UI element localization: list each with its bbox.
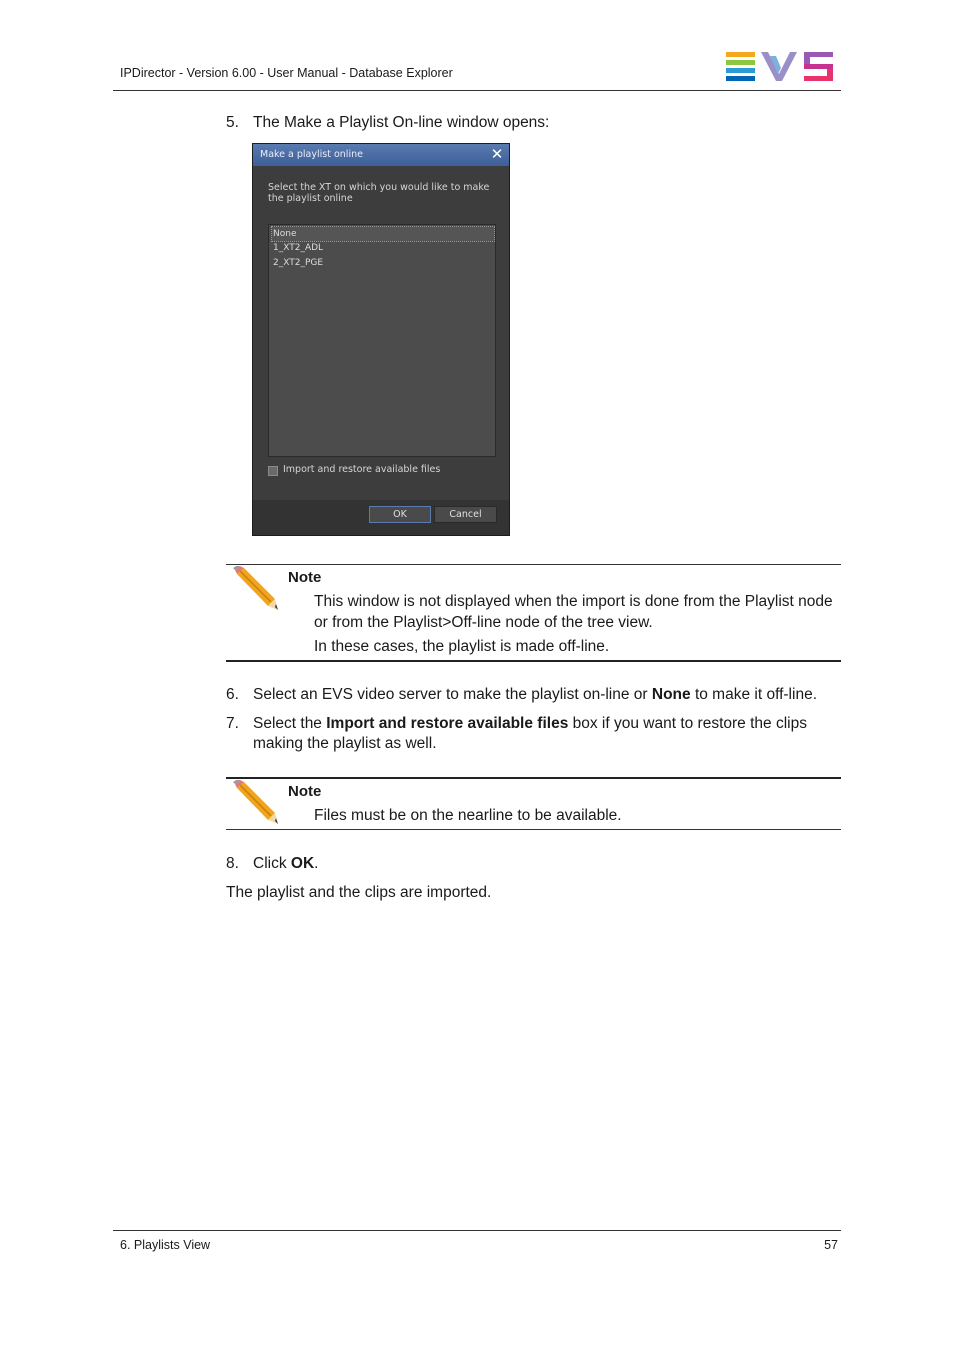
step-text-continued: making the playlist as well. xyxy=(253,735,437,752)
import-restore-checkbox[interactable] xyxy=(268,466,278,476)
document-title: IPDirector - Version 6.00 - User Manual - Database Explorer xyxy=(120,66,453,80)
step-5 xyxy=(226,113,826,133)
import-restore-label: Import and restore available files xyxy=(283,464,441,475)
pencil-icon xyxy=(231,780,281,826)
ok-button[interactable]: OK xyxy=(369,506,431,523)
make-playlist-online-dialog xyxy=(252,143,510,536)
step-7 xyxy=(226,714,841,756)
step-text: Select an EVS video server to make the playlist on-line or None to make it off-line. xyxy=(253,686,817,703)
note-heading: Note xyxy=(288,569,322,586)
note-top-divider xyxy=(226,564,841,565)
page-number: 57 xyxy=(824,1238,838,1252)
step-number: 6. xyxy=(226,686,239,703)
note-top-divider xyxy=(226,777,841,779)
dialog-message: Select the XT on which you would like to make the playlist online xyxy=(268,182,490,204)
note-text-line: or from the Playlist>Off-line node of the tree view. xyxy=(314,614,653,631)
cancel-button[interactable]: Cancel xyxy=(434,506,497,523)
step-text: Click OK. xyxy=(253,855,319,872)
footer-divider xyxy=(113,1230,841,1231)
list-item-none[interactable]: None xyxy=(272,227,494,241)
note-heading: Note xyxy=(288,783,322,800)
header-divider xyxy=(113,90,841,91)
evs-logo xyxy=(726,52,834,82)
conclusion-text: The playlist and the clips are imported. xyxy=(226,884,492,901)
step-number: 5. xyxy=(226,114,239,131)
list-item-xt2-pge[interactable]: 2_XT2_PGE xyxy=(273,258,324,268)
dialog-title-bar xyxy=(253,144,509,166)
footer-section: 6. Playlists View xyxy=(120,1238,211,1252)
xt-server-list[interactable] xyxy=(268,224,496,457)
list-item-xt2-adl[interactable]: 1_XT2_ADL xyxy=(273,243,324,253)
step-text: The Make a Playlist On-line window opens: xyxy=(253,114,550,131)
note-text-line: Files must be on the nearline to be available. xyxy=(314,807,622,824)
step-number: 7. xyxy=(226,715,239,732)
note-text-line: This window is not displayed when the import is done from the Playlist node xyxy=(314,593,833,610)
note-bottom-divider xyxy=(226,660,841,662)
pencil-icon xyxy=(231,566,281,612)
close-icon[interactable]: ✕ xyxy=(490,145,504,163)
step-6 xyxy=(226,685,841,705)
step-text: Select the Import and restore available files box if you want to restore the clips xyxy=(253,715,807,732)
step-8 xyxy=(226,854,841,874)
dialog-title: Make a playlist online xyxy=(260,149,363,160)
step-number: 8. xyxy=(226,855,239,872)
note-text-line: In these cases, the playlist is made off-line. xyxy=(314,638,610,655)
note-bottom-divider xyxy=(226,829,841,830)
